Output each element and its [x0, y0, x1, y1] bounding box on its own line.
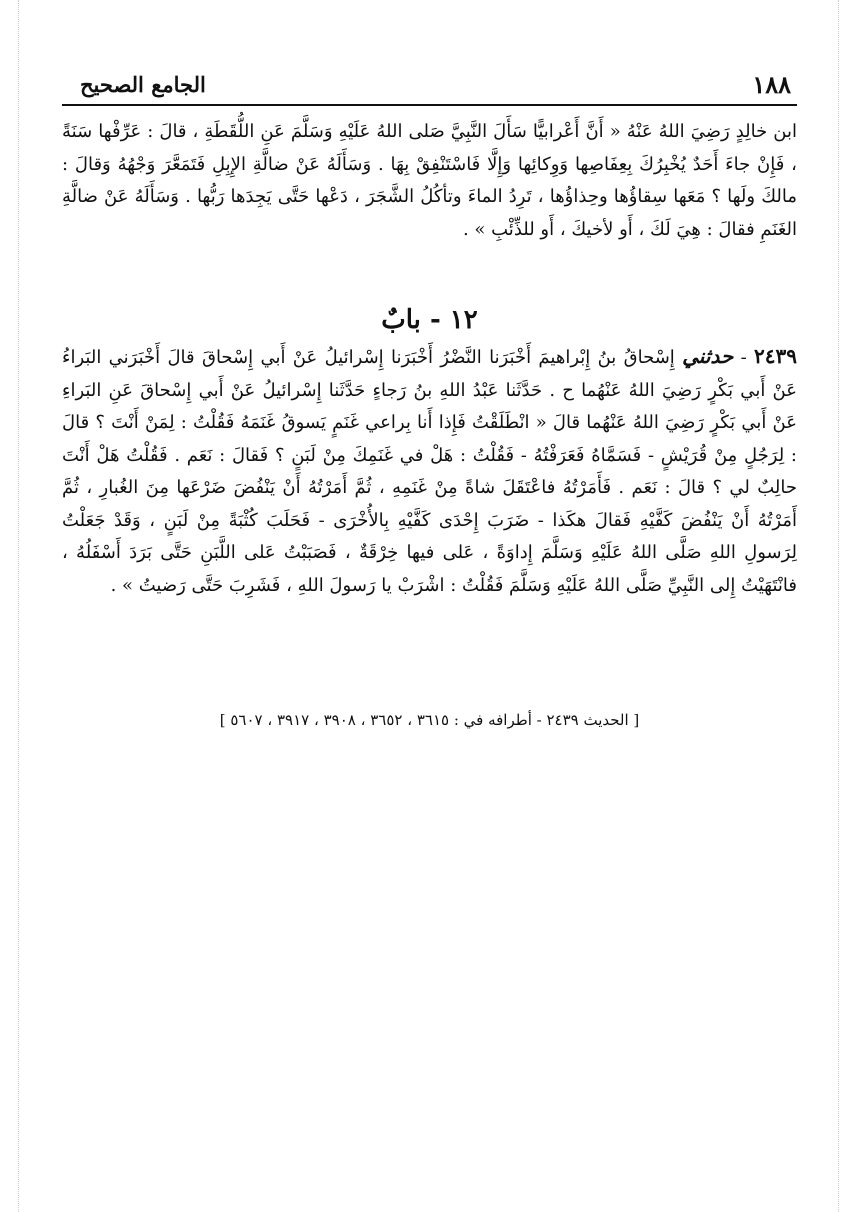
page-number: ١٨٨ — [752, 70, 791, 99]
left-margin-guide — [18, 0, 19, 1212]
chapter-heading: ١٢ - بابٌ — [381, 305, 478, 335]
page-header — [62, 60, 797, 106]
book-title: الجامع الصحيح — [80, 72, 206, 97]
continuation-text: ابن خالِدٍ رَضِيَ اللهُ عَنْهُ « أَنَّ أَعْرابيًّا سَأَلَ النَّبِيَّ صَلى اللهُ عَلَيْهِ وَسَلَّمَ عَنِ اللُّقَطَةِ ، قالَ : عَرِّفْها سَنَةً ، فَإِنْ جاءَ أَحَدٌ يُخْبِرُكَ بِعِفَاصِها وَوِكائِها وَإِلَّا فَاسْتَنْفِقْ بِهَا . وَسَأَلَهُ عَنْ ضالَّةِ الإِبِلِ فَتَمَعَّرَ وَجْهُهُ وَقالَ : مالكَ ولَها ؟ مَعَها سِقاؤُها وحِذاؤُها ، تَرِدُ الماءَ وتأكُلُ الشَّجَرَ ، دَعْها حَتَّى يَجِدَها رَبُّها . وَسَأَلَهُ عَنْ ضالَّةِ الغَنَمِ فقالَ : هِيَ لَكَ ، أَو لأخيكَ ، أَو للذِّئْبِ » . — [62, 121, 797, 240]
hadith-cross-reference: [ الحديث ٢٤٣٩ - أطرافه في : ٣٦١٥ ، ٣٦٥٢ ، ٣٩٠٨ ، ٣٩١٧ ، ٥٦٠٧ ] — [219, 711, 640, 729]
right-margin-guide — [838, 0, 839, 1212]
hadith-dash: - — [733, 347, 747, 368]
continuation-paragraph — [62, 116, 797, 246]
hadith-number: ٢٤٣٩ — [754, 344, 798, 368]
hadith-paragraph — [62, 340, 797, 602]
hadith-text: إِسْحاقُ بنُ إِبْراهيمَ أَخْبَرَنا النَّضْرُ أَخْبَرَنا إِسْرائيلُ عَنْ أَبي إِسْحاقَ قالَ أَخْبَرَني البَراءُ عَنْ أَبي بَكْرٍ رَضِيَ اللهُ عَنْهُما ح . حَدَّثَنا عَبْدُ اللهِ بنُ رَجاءٍ حَدَّثَنا إِسْرائيلُ عَنْ أَبي إِسْحاقَ عَنِ البَراءِ عَنْ أَبي بَكْرٍ رَضِيَ اللهُ عَنْهُما قالَ « انْطَلَقْتُ فَإِذا أَنا بِراعي غَنَمٍ يَسوقُ غَنَمَهُ فَقُلْتُ : لِمَنْ أَنْتَ ؟ قالَ : لِرَجُلٍ مِنْ قُرَيْشٍ - فَسَمَّاهُ فَعَرَفْتُهُ - فَقُلْتُ : هَلْ في غَنَمِكَ مِنْ لَبَنٍ ؟ فَقالَ : نَعَم . فَقُلْتُ هَلْ أَنْتَ حالِبٌ لي ؟ قالَ : نَعَم . فَأَمَرْتُهُ فاعْتَقَلَ شاةً مِنْ غَنَمِهِ ، ثُمَّ أَمَرْتُهُ أَنْ يَنْفُضَ ضَرْعَها مِنَ الغُبارِ ، ثُمَّ أَمَرْتُهُ أَنْ يَنْفُضَ كَفَّيْهِ فَقالَ هكَذا - ضَرَبَ إِحْدَى كَفَّيْهِ بِالأُخْرَى - فَحَلَبَ كُثْبَةً مِنْ لَبَنٍ ، وَقَدْ جَعَلْتُ لِرَسولِ اللهِ صَلَّى اللهُ عَلَيْهِ وَسَلَّمَ إِداوَةً ، عَلى فيها خِرْقَةٌ ، فَصَبَبْتُ عَلى اللَّبَنِ حَتَّى بَرَدَ أَسْفَلُهُ ، فانْتَهَيْتُ إِلى النَّبِيِّ صَلَّى اللهُ عَلَيْهِ وَسَلَّمَ فَقُلْتُ : اشْرَبْ يا رَسولَ اللهِ ، فَشَرِبَ حَتَّى رَضيتُ » . — [62, 347, 797, 596]
hadith-opening: حدثني — [682, 344, 734, 368]
